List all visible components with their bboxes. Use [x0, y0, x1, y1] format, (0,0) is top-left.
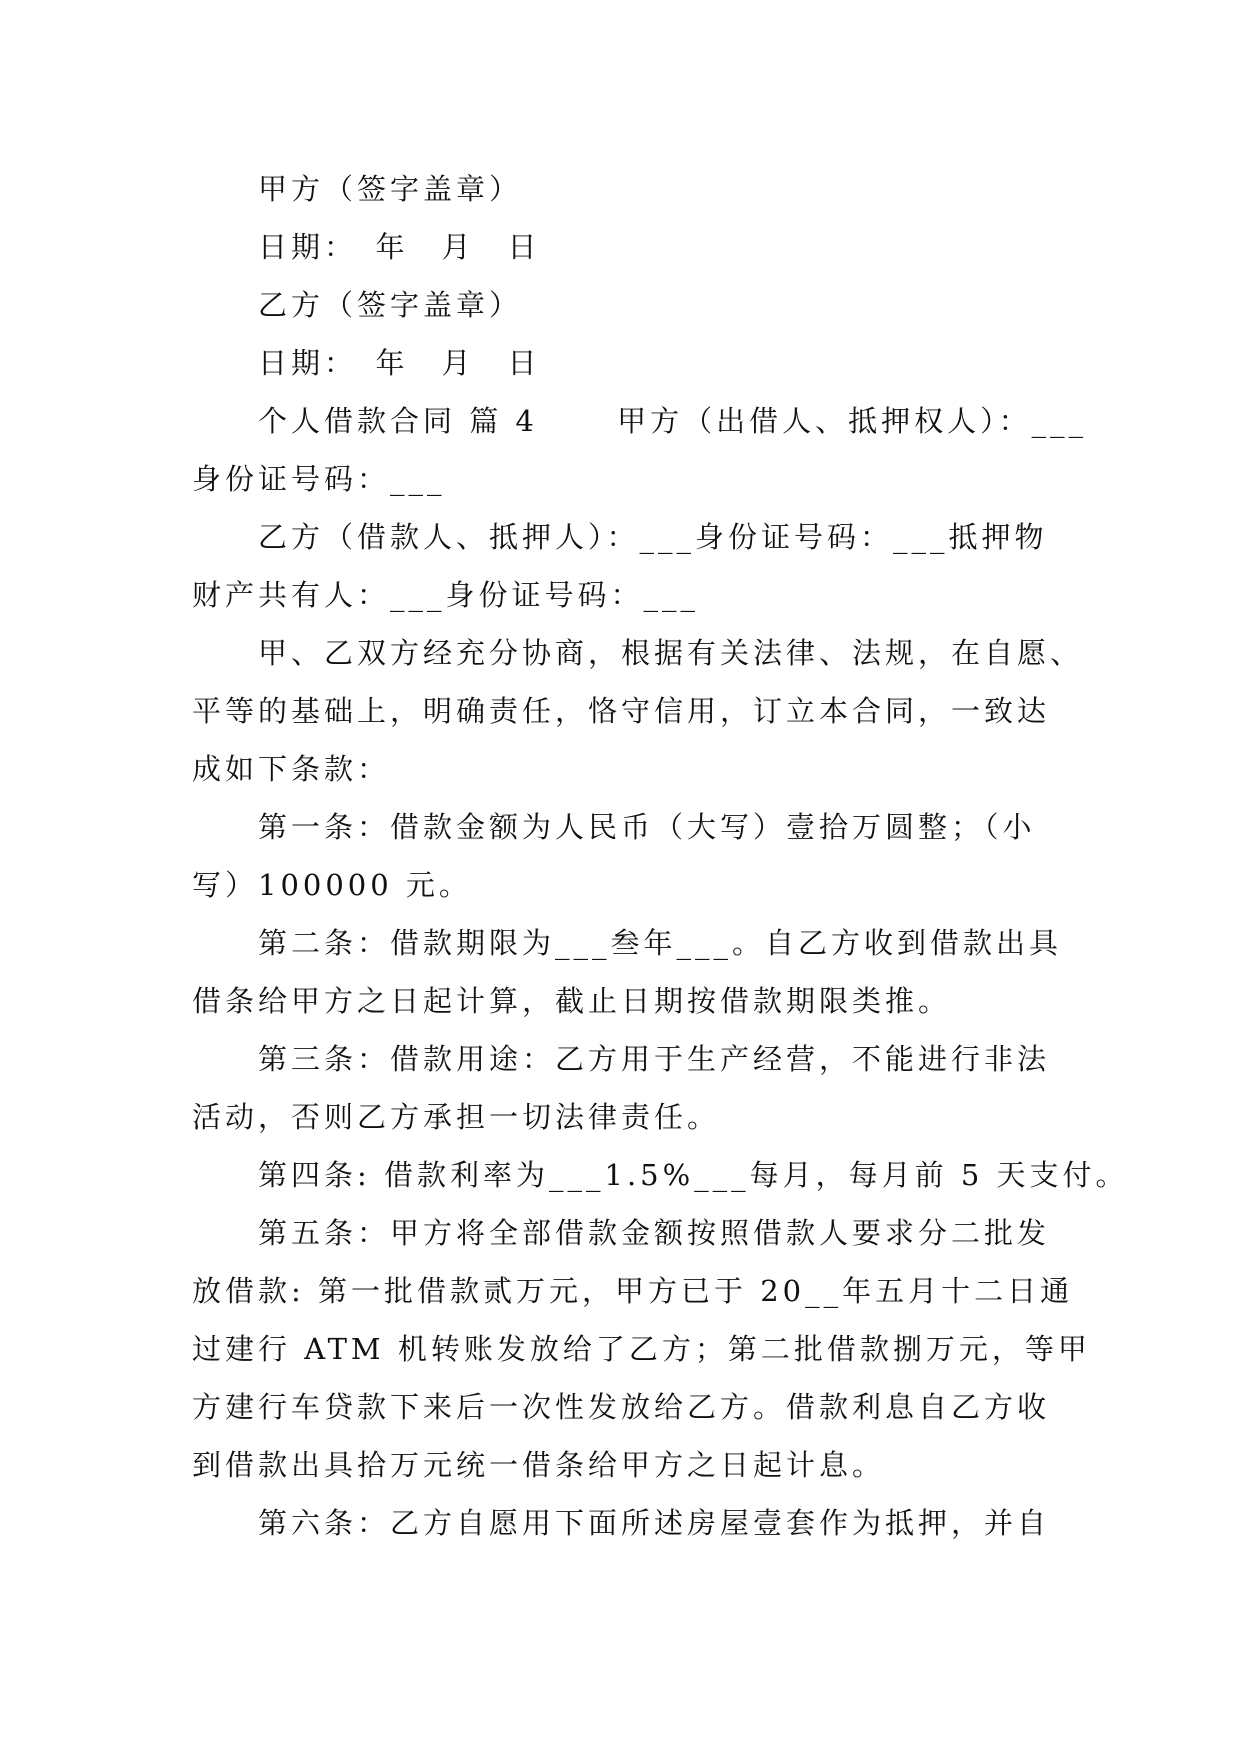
article-5-line-3: 过建行 ATM 机转账发放给了乙方；第二批借款捌万元，等甲 — [192, 1332, 1091, 1366]
preamble-line-2: 平等的基础上，明确责任，恪守信用，订立本合同，一致达 — [192, 694, 1051, 728]
party-a-id-line: 身份证号码：___ — [192, 462, 446, 496]
article-3-line-1: 第三条：借款用途：乙方用于生产经营，不能进行非法 — [258, 1042, 1051, 1076]
article-5-line-4: 方建行车贷款下来后一次性发放给乙方。借款利息自乙方收 — [192, 1390, 1051, 1424]
article-5-line-5: 到借款出具拾万元统一借条给甲方之日起计息。 — [192, 1448, 886, 1482]
article-1-line-1: 第一条：借款金额为人民币（大写）壹拾万圆整；（小 — [258, 810, 1036, 844]
party-a-signature: 甲方（签字盖章） — [258, 172, 523, 206]
article-2-line-1: 第二条：借款期限为___叁年___。自乙方收到借款出具 — [258, 926, 1063, 960]
co-owner-line: 财产共有人：___身份证号码：___ — [192, 578, 700, 612]
article-2-line-2: 借条给甲方之日起计算，截止日期按借款期限类推。 — [192, 984, 952, 1018]
article-5-line-1: 第五条：甲方将全部借款金额按照借款人要求分二批发 — [258, 1216, 1051, 1250]
preamble-line-3: 成如下条款： — [192, 752, 391, 786]
article-6-line-1: 第六条：乙方自愿用下面所述房屋壹套作为抵押，并自 — [258, 1506, 1051, 1540]
preamble-line-1: 甲、乙双方经充分协商，根据有关法律、法规，在自愿、 — [258, 636, 1084, 670]
contract-heading-line: 个人借款合同 篇 4 甲方（出借人、抵押权人）：___ — [258, 404, 1088, 438]
party-b-signature: 乙方（签字盖章） — [258, 288, 523, 322]
article-5-line-2: 放借款: 第一批借款贰万元，甲方已于 20__年五月十二日通 — [192, 1274, 1074, 1308]
party-a-date: 日期： 年 月 日 — [258, 230, 541, 264]
article-3-line-2: 活动，否则乙方承担一切法律责任。 — [192, 1100, 721, 1134]
article-4-line-1: 第四条: 借款利率为___1.5%___每月，每月前 5 天支付。 — [258, 1158, 1129, 1192]
party-b-line: 乙方（借款人、抵押人）：___身份证号码：___抵押物 — [258, 520, 1048, 554]
party-b-date: 日期： 年 月 日 — [258, 346, 541, 380]
article-1-line-2: 写）100000 元。 — [192, 868, 472, 902]
document-body — [192, 160, 1129, 1552]
